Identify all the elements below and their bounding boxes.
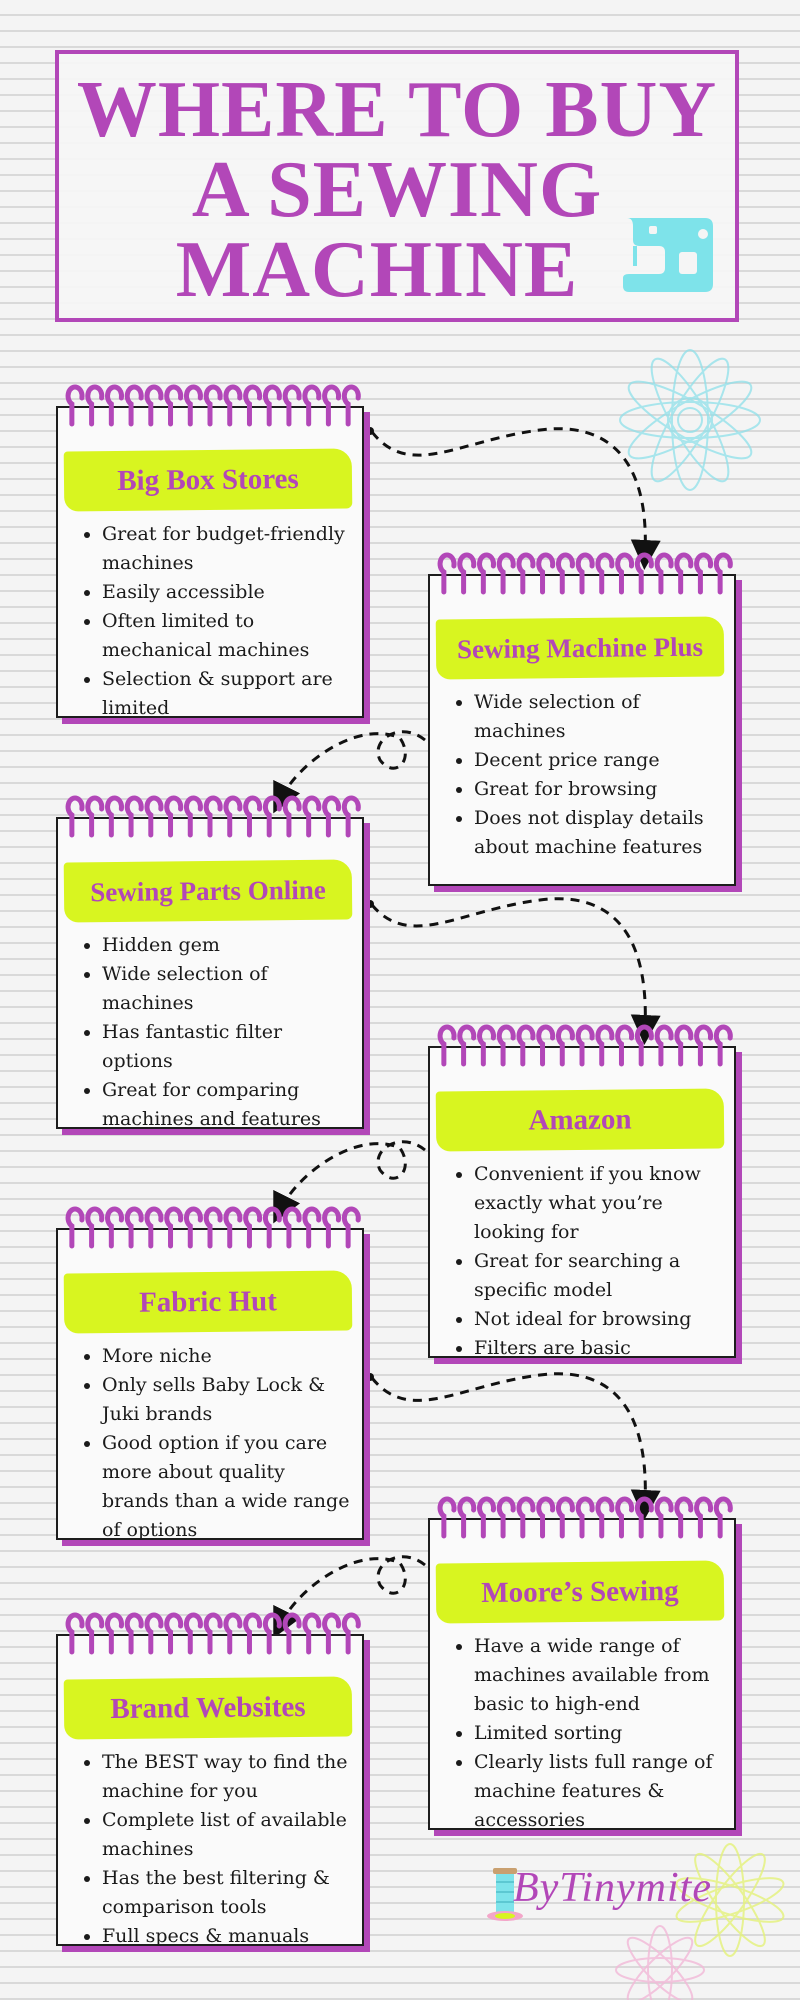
spiral-ring (697, 1499, 711, 1536)
card-bullets (430, 688, 730, 862)
spiral-ring (480, 1027, 494, 1064)
spiral-binding-icon (66, 1612, 362, 1656)
spiral-ring (88, 1209, 102, 1246)
bullet-item: • Limited sorting (474, 1719, 726, 1748)
bullet-item: • Good option if you care more about quality brands than a wide range of options (102, 1429, 354, 1545)
spiral-ring (88, 798, 102, 835)
spiral-ring (186, 798, 200, 835)
spiral-ring (460, 1499, 474, 1536)
spiral-ring (108, 798, 122, 835)
spiral-ring (226, 387, 240, 424)
spiral-binding-icon (66, 795, 362, 839)
brand-logo (485, 1862, 712, 1924)
card-heading: Big Box Stores (64, 448, 353, 511)
spiral-ring (325, 1615, 339, 1652)
spiral-binding-icon (66, 384, 362, 428)
spiral-ring (697, 1027, 711, 1064)
bullet-item: • Wide selection of machines (102, 960, 354, 1018)
bullet-item: • Filters are basic (474, 1334, 726, 1363)
bullet-item: • Have a wide range of machines available from basic to high-end (474, 1632, 726, 1719)
spiral-ring (325, 387, 339, 424)
arrow-3-to-4 (372, 899, 645, 1030)
spiral-ring (147, 1615, 161, 1652)
spiral-ring (637, 1499, 651, 1536)
spiral-ring (206, 1209, 220, 1246)
spiral-ring (285, 1615, 299, 1652)
spiral-ring (344, 1615, 358, 1652)
spiral-ring (108, 1209, 122, 1246)
spiral-ring (598, 1499, 612, 1536)
spiral-ring (167, 798, 181, 835)
spiral-ring (285, 387, 299, 424)
spiral-ring (539, 1499, 553, 1536)
spiral-ring (186, 387, 200, 424)
arrow-2-to-3 (280, 732, 425, 800)
spiral-ring (716, 555, 730, 592)
spiral-ring (344, 798, 358, 835)
card-big-box-stores (56, 406, 364, 718)
spiral-ring (480, 555, 494, 592)
bullet-item: • Great for browsing (474, 775, 726, 804)
sewing-machine-icon (619, 212, 719, 298)
spiral-ring (578, 1027, 592, 1064)
spiral-ring (325, 1209, 339, 1246)
arrow-4-to-5 (280, 1142, 425, 1210)
spiral-ring (305, 387, 319, 424)
spiral-ring (265, 1615, 279, 1652)
logo-text: ByTinymite (513, 1865, 712, 1911)
card-bullets (58, 1342, 358, 1545)
spiral-ring (88, 387, 102, 424)
spiral-ring (147, 1209, 161, 1246)
card-sewing-parts-online (56, 817, 364, 1129)
spiral-ring (499, 1027, 513, 1064)
spiral-ring (305, 1615, 319, 1652)
spiral-ring (167, 1209, 181, 1246)
spiral-ring (167, 1615, 181, 1652)
card-heading: Sewing Machine Plus (436, 616, 725, 679)
spiral-ring (68, 1615, 82, 1652)
spiral-binding-icon (438, 1496, 734, 1540)
spiral-binding-icon (66, 1206, 362, 1250)
card-heading: Sewing Parts Online (64, 859, 353, 922)
spiral-ring (598, 1027, 612, 1064)
spiral-ring (677, 1499, 691, 1536)
bullet-item: • Wide selection of machines (474, 688, 726, 746)
bullet-item: • More niche (102, 1342, 354, 1371)
spiral-ring (716, 1027, 730, 1064)
spiral-ring (344, 387, 358, 424)
card-bullets (58, 520, 358, 723)
title-line-3: MACHINE (175, 226, 579, 314)
spiral-ring (186, 1209, 200, 1246)
card-bullets (430, 1160, 730, 1363)
spiral-ring (127, 1209, 141, 1246)
title-box (55, 50, 739, 322)
spiral-ring (265, 387, 279, 424)
spiral-ring (265, 1209, 279, 1246)
spiral-ring (206, 1615, 220, 1652)
spiral-ring (460, 555, 474, 592)
spiral-ring (127, 387, 141, 424)
card-bullets (430, 1632, 730, 1835)
bullet-item: • Selection & support are limited (102, 665, 354, 723)
bullet-item: • The BEST way to find the machine for you (102, 1748, 354, 1806)
bullet-item: • Hidden gem (102, 931, 354, 960)
card-brand-websites (56, 1634, 364, 1946)
card-fabric-hut (56, 1228, 364, 1540)
spiral-ring (539, 555, 553, 592)
bullet-item: • Great for budget-friendly machines (102, 520, 354, 578)
spiral-ring (68, 387, 82, 424)
spiral-ring (206, 798, 220, 835)
spiral-ring (147, 798, 161, 835)
bullet-item: • Not ideal for browsing (474, 1305, 726, 1334)
spiral-ring (539, 1027, 553, 1064)
card-bullets (58, 1748, 358, 1951)
spiral-ring (246, 387, 260, 424)
card-heading: Fabric Hut (64, 1270, 353, 1333)
spiral-ring (246, 798, 260, 835)
card-amazon (428, 1046, 736, 1358)
spiral-ring (344, 1209, 358, 1246)
bullet-item: • Has the best filtering & comparison tools (102, 1864, 354, 1922)
spiral-ring (108, 1615, 122, 1652)
spiral-ring (167, 387, 181, 424)
card-heading: Moore’s Sewing (436, 1560, 725, 1623)
spiral-ring (440, 1499, 454, 1536)
card-heading: Amazon (436, 1088, 725, 1151)
spiral-ring (285, 1209, 299, 1246)
spiral-ring (206, 387, 220, 424)
spiral-ring (127, 1615, 141, 1652)
spiral-ring (127, 798, 141, 835)
bullet-item: • Does not display details about machine features (474, 804, 726, 862)
spiral-ring (657, 555, 671, 592)
spiral-ring (305, 798, 319, 835)
spiral-binding-icon (438, 552, 734, 596)
spiral-ring (637, 1027, 651, 1064)
spiral-ring (598, 555, 612, 592)
spiral-ring (147, 387, 161, 424)
bullet-item: • Only sells Baby Lock & Juki brands (102, 1371, 354, 1429)
spiral-ring (558, 1027, 572, 1064)
spiral-ring (325, 798, 339, 835)
spiral-ring (285, 798, 299, 835)
spiral-ring (68, 1209, 82, 1246)
bullet-item: • Complete list of available machines (102, 1806, 354, 1864)
spiral-ring (88, 1615, 102, 1652)
spiral-ring (305, 1209, 319, 1246)
arrow-5-to-6 (372, 1374, 645, 1505)
spiral-ring (226, 798, 240, 835)
title-line-2: A SEWING (191, 146, 603, 234)
spiral-ring (637, 555, 651, 592)
spiral-ring (558, 1499, 572, 1536)
spiral-ring (186, 1615, 200, 1652)
spiral-ring (108, 387, 122, 424)
spiral-ring (265, 798, 279, 835)
spiral-ring (480, 1499, 494, 1536)
spiral-ring (68, 798, 82, 835)
spiral-ring (519, 555, 533, 592)
title-line-1: WHERE TO BUY (76, 66, 718, 154)
spiral-ring (499, 1499, 513, 1536)
bullet-item: • Has fantastic filter options (102, 1018, 354, 1076)
spiral-ring (618, 555, 632, 592)
bullet-item: • Convenient if you know exactly what you’re looking for (474, 1160, 726, 1247)
spiral-ring (519, 1027, 533, 1064)
bullet-item: • Great for searching a specific model (474, 1247, 726, 1305)
flower-decoration-top (580, 325, 800, 515)
card-heading: Brand Websites (64, 1676, 353, 1739)
spiral-ring (558, 555, 572, 592)
spiral-ring (578, 555, 592, 592)
spiral-ring (677, 555, 691, 592)
spiral-ring (499, 555, 513, 592)
bullet-item: • Often limited to mechanical machines (102, 607, 354, 665)
card-sewing-machine-plus (428, 574, 736, 886)
spiral-binding-icon (438, 1024, 734, 1068)
spiral-ring (226, 1615, 240, 1652)
spiral-ring (697, 555, 711, 592)
spiral-ring (578, 1499, 592, 1536)
spiral-ring (618, 1499, 632, 1536)
bullet-item: • Full specs & manuals (102, 1922, 354, 1951)
spiral-ring (519, 1499, 533, 1536)
spiral-ring (716, 1499, 730, 1536)
spiral-ring (657, 1499, 671, 1536)
bullet-item: • Decent price range (474, 746, 726, 775)
spiral-ring (618, 1027, 632, 1064)
card-moores-sewing (428, 1518, 736, 1830)
bullet-item: • Easily accessible (102, 578, 354, 607)
spiral-ring (677, 1027, 691, 1064)
spiral-ring (226, 1209, 240, 1246)
spiral-ring (246, 1615, 260, 1652)
spiral-ring (657, 1027, 671, 1064)
spiral-ring (440, 555, 454, 592)
spiral-ring (440, 1027, 454, 1064)
bullet-item: • Clearly lists full range of machine features & accessories (474, 1748, 726, 1835)
card-bullets (58, 931, 358, 1134)
bullet-item: • Great for comparing machines and features (102, 1076, 354, 1134)
spiral-ring (460, 1027, 474, 1064)
spiral-ring (246, 1209, 260, 1246)
